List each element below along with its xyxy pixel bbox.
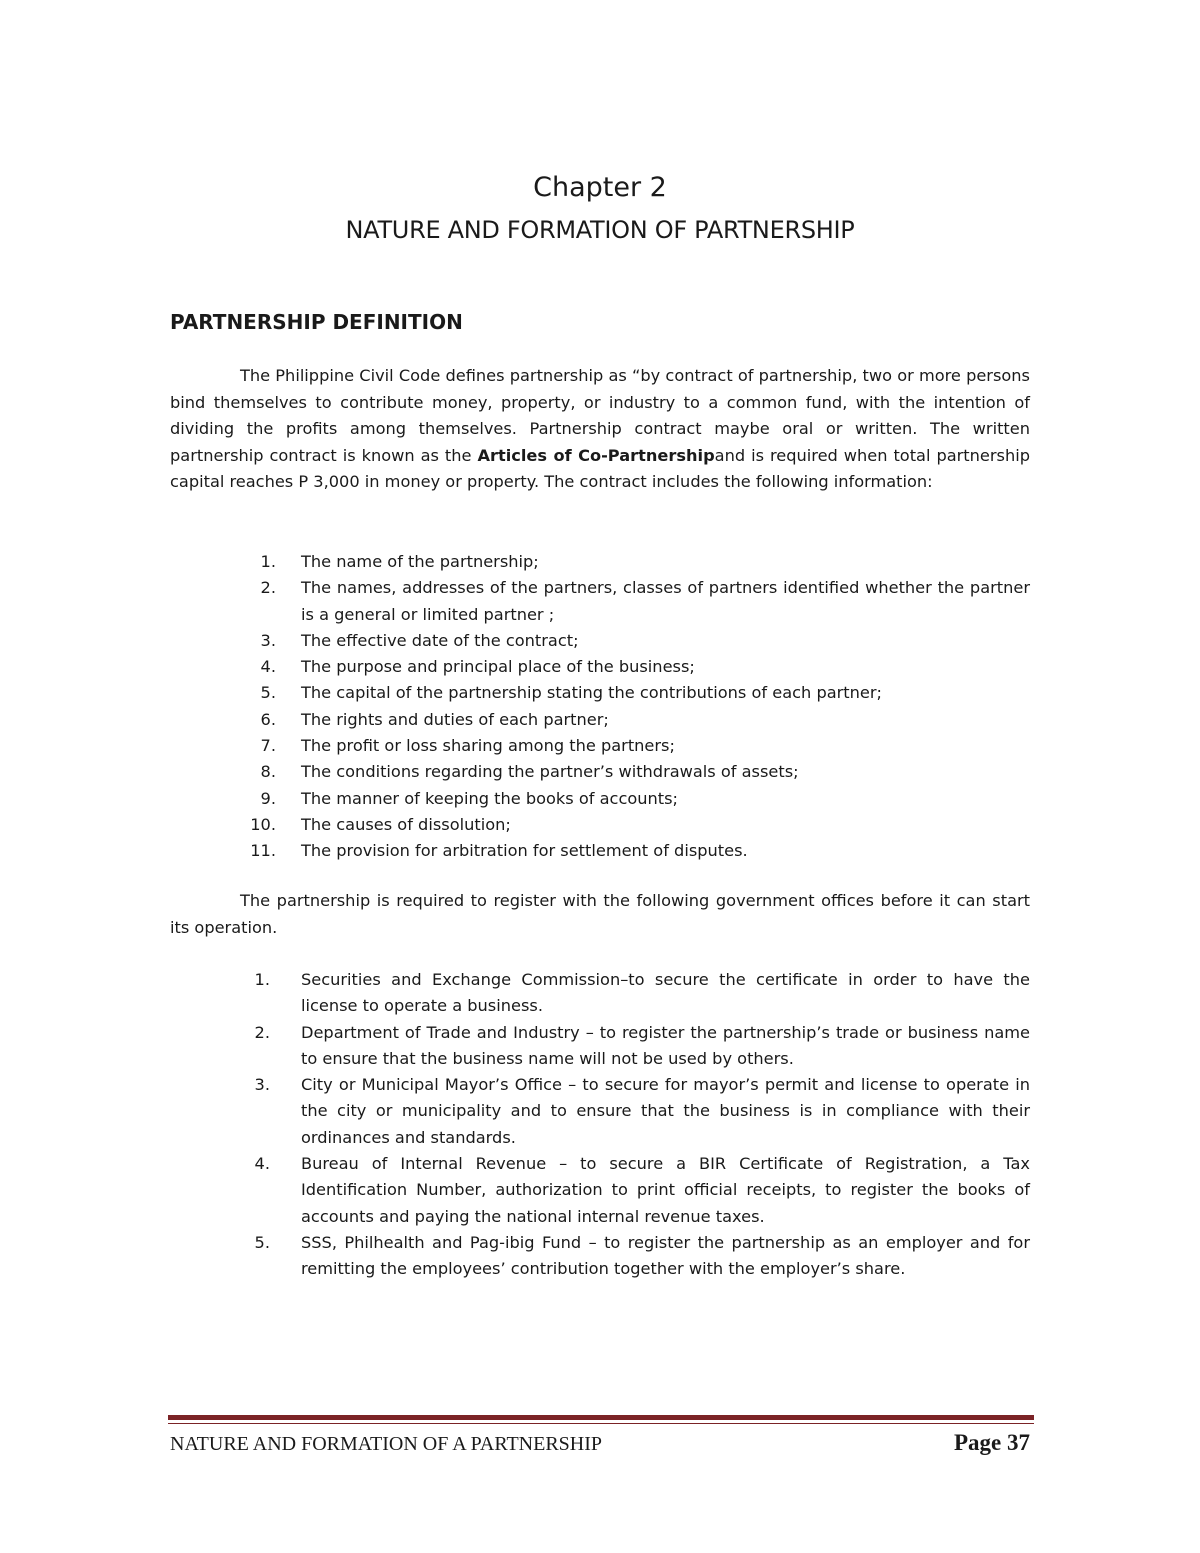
list-number: 11.: [250, 841, 276, 861]
list-number: 1.: [254, 970, 270, 989]
chapter-number: Chapter 2: [533, 172, 667, 203]
list-item: [170, 838, 1030, 864]
definition-text-part1: The Philippine Civil Code defines partnership as “by contract of partnership, two or more persons bind themselves to contribute money, property, or industry to a common fund, with the intention of dividing the profits among themselves. Partnership contract maybe oral or written. The written partnership contract is known as the: [170, 366, 1030, 465]
registration-paragraph: [170, 888, 1030, 941]
list-number: 3.: [260, 630, 276, 650]
list-item-text: City or Municipal Mayor’s Office – to secure for mayor’s permit and license to operate in the city or municipality and to ensure that the business is in compliance with their ordinances and standards.: [301, 1075, 1030, 1147]
list-item: [170, 1230, 1030, 1283]
list-item-text: The effective date of the contract;: [301, 630, 579, 650]
list-item-text: Bureau of Internal Revenue – to secure a BIR Certificate of Registration, a Tax Identification Number, authorization to print official receipts, to register the books of accounts and paying the national internal revenue taxes.: [301, 1154, 1030, 1226]
list-item: [170, 812, 1030, 838]
government-offices-list: [170, 967, 1030, 1283]
list-number: 4.: [260, 657, 276, 677]
footer-rule: [168, 1415, 1034, 1420]
list-item: [170, 1020, 1030, 1073]
list-number: 5.: [254, 1232, 270, 1252]
list-number: 2.: [260, 578, 276, 598]
list-item-text: The conditions regarding the partner’s withdrawals of assets;: [301, 762, 799, 782]
definition-text-part2: and is required when total partnership capital reaches P 3,000 in money or property. The contract includes the following information:: [170, 445, 1030, 491]
list-item: [170, 628, 1030, 654]
list-item-text: The manner of keeping the books of accounts;: [301, 788, 679, 808]
list-item-text: The names, addresses of the partners, classes of partners identified whether the partner is a general or limited partner ;: [301, 578, 1030, 624]
list-number: 1.: [260, 552, 276, 571]
list-item-text: SSS, Philhealth and Pag-ibig Fund – to register the partnership as an employer and for remitting the employees’ contribution together with the employer’s share.: [301, 1232, 1030, 1279]
list-item-text: The causes of dissolution;: [301, 814, 511, 834]
list-item: [170, 549, 1030, 575]
list-item: [170, 680, 1030, 706]
section-heading: PARTNERSHIP DEFINITION: [170, 310, 463, 334]
chapter-title: NATURE AND FORMATION OF PARTNERSHIP: [345, 216, 855, 244]
list-item-text: Securities and Exchange Commission–to secure the certificate in order to have the license to operate a business.: [301, 970, 1030, 1016]
articles-term: Articles of Co-Partnership: [477, 445, 715, 465]
list-item: [170, 707, 1030, 733]
list-item-text: The purpose and principal place of the business;: [301, 657, 695, 677]
list-number: 6.: [260, 709, 276, 729]
list-item-text: Department of Trade and Industry – to register the partnership’s trade or business name to ensure that the business name will not be used by others.: [301, 1022, 1030, 1068]
footer-rule-thin: [168, 1423, 1034, 1424]
list-number: 9.: [260, 788, 276, 808]
list-item-text: The name of the partnership;: [301, 552, 539, 571]
list-number: 2.: [254, 1022, 270, 1042]
list-item: [170, 967, 1030, 1020]
list-number: 8.: [260, 762, 276, 782]
registration-text: The partnership is required to register with the following government offices before it can start its operation.: [170, 891, 1030, 937]
list-item: [170, 1072, 1030, 1151]
list-number: 5.: [260, 683, 276, 703]
list-item-text: The rights and duties of each partner;: [301, 709, 609, 729]
list-item: [170, 786, 1030, 812]
list-item: [170, 759, 1030, 785]
list-item: [170, 654, 1030, 680]
list-number: 4.: [254, 1154, 270, 1174]
footer-title: NATURE AND FORMATION OF A PARTNERSHIP: [170, 1433, 603, 1455]
list-number: 10.: [250, 814, 276, 834]
list-item-text: The profit or loss sharing among the partners;: [301, 736, 675, 756]
list-item-text: The provision for arbitration for settlement of disputes.: [301, 841, 748, 861]
page-number: Page 37: [953, 1430, 1030, 1455]
list-number: 7.: [260, 736, 276, 756]
list-item-text: The capital of the partnership stating the contributions of each partner;: [301, 683, 882, 703]
list-number: 3.: [254, 1075, 270, 1095]
list-item: [170, 733, 1030, 759]
list-item: [170, 1151, 1030, 1230]
contract-info-list: [170, 549, 1030, 865]
list-item: [170, 575, 1030, 628]
definition-paragraph: [170, 363, 1030, 496]
